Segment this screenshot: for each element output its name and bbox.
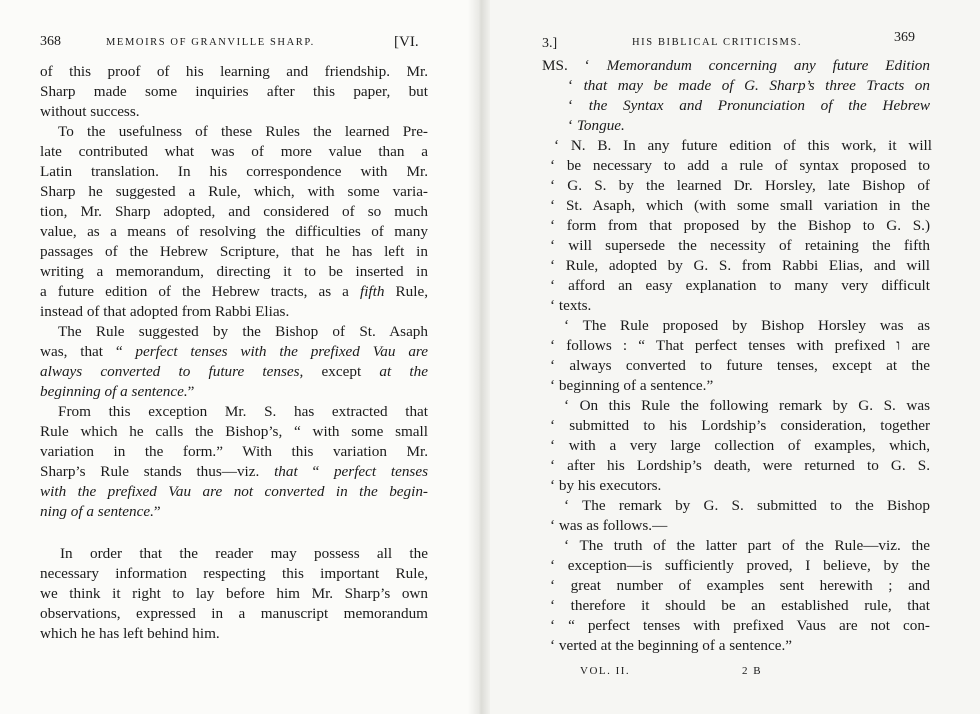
right-text-line: ‘ Tongue. [568, 117, 625, 134]
right-running-title: HIS BIBLICAL CRITICISMS. [632, 37, 803, 48]
left-running-title: MEMOIRS OF GRANVILLE SHARP. [106, 37, 315, 48]
right-text-line: ‘ St. Asaph, which (with some small variation in the [550, 197, 930, 214]
right-text-line: ‘ texts. [550, 297, 592, 314]
right-page-number: 369 [894, 30, 915, 45]
right-text-line: ‘ was as follows.— [550, 517, 668, 534]
right-text-line: ‘ great number of examples sent herewith ; and [550, 577, 930, 594]
right-text-line: ‘ therefore it should be an established rule, that [550, 597, 930, 614]
right-text-line: MS. ‘ Memorandum concerning any future Edition [542, 57, 930, 74]
left-text-line: always converted to future tenses, except at the [40, 363, 428, 380]
left-text-line: beginning of a sentence.” [40, 383, 195, 400]
left-text-line: observations, expressed in a manuscript memorandum [40, 605, 428, 622]
left-text-line: without success. [40, 103, 140, 120]
left-page-number: 368 [40, 34, 61, 49]
left-text-line: variation in the form.” With this variation Mr. [40, 443, 428, 460]
left-text-line: Latin translation. In his correspondence with Mr. [40, 163, 428, 180]
left-chapter-number: [VI. [394, 34, 419, 50]
left-text-line: with the prefixed Vau are not converted in the begin- [40, 483, 428, 500]
right-text-line: ‘ submitted to his Lordship’s consideration, together [550, 417, 930, 434]
right-text-line: ‘ by his executors. [550, 477, 662, 494]
left-text-line: value, as a means of resolving the difficulties of many [40, 223, 428, 240]
right-text-line: ‘ be necessary to add a rule of syntax proposed to [550, 157, 930, 174]
left-text-line: necessary information respecting this important Rule, [40, 565, 428, 582]
right-text-line: ‘ follows : “ That perfect tenses with prefixed ו are [550, 337, 930, 354]
left-text-line: writing a memorandum, directing it to be inserted in [40, 263, 428, 280]
right-text-line: ‘ that may be made of G. Sharp’s three Tracts on [568, 77, 930, 94]
right-text-line: ‘ exception—is sufficiently proved, I believe, by the [550, 557, 930, 574]
right-text-line: ‘ form from that proposed by the Bishop to G. S.) [550, 217, 930, 234]
left-text-line: ning of a sentence.” [40, 503, 161, 520]
left-page [0, 0, 470, 714]
left-text-line: tion, Mr. Sharp adopted, and considered of so much [40, 203, 428, 220]
footer-volume: VOL. II. [580, 665, 631, 677]
right-text-line: ‘ verted at the beginning of a sentence.” [550, 637, 793, 654]
left-text-line: we think it right to lay before him Mr. Sharp’s own [40, 585, 428, 602]
left-text-line: In order that the reader may possess all the [60, 545, 428, 562]
left-text-line: Sharp’s Rule stands thus—viz. that “ perfect tenses [40, 463, 428, 480]
left-text-line: To the usefulness of these Rules the learned Pre- [58, 123, 428, 140]
left-text-line: was, that “ perfect tenses with the prefixed Vau are [40, 343, 428, 360]
left-text-line: late contributed what was of more value than a [40, 143, 428, 160]
right-text-line: ‘ “ perfect tenses with prefixed Vaus are not con- [550, 617, 930, 634]
left-text-line: The Rule suggested by the Bishop of St. Asaph [58, 323, 428, 340]
right-text-line: ‘ G. S. by the learned Dr. Horsley, late Bishop of [550, 177, 930, 194]
book-gutter [468, 0, 492, 714]
right-text-line: ‘ after his Lordship’s death, were returned to G. S. [550, 457, 930, 474]
right-text-line: ‘ Rule, adopted by G. S. from Rabbi Elias, and will [550, 257, 930, 274]
left-text-line: From this exception Mr. S. has extracted that [58, 403, 428, 420]
right-page [490, 0, 980, 714]
left-text-line: a future edition of the Hebrew tracts, as a fifth Rule, [40, 283, 428, 300]
right-text-line: ‘ On this Rule the following remark by G. S. was [564, 397, 930, 414]
right-text-line: ‘ afford an easy explanation to many very difficult [550, 277, 930, 294]
right-text-line: ‘ beginning of a sentence.” [550, 377, 714, 394]
left-text-line: instead of that adopted from Rabbi Elias. [40, 303, 290, 320]
right-text-line: ‘ will supersede the necessity of retaining the fifth [550, 237, 930, 254]
right-chapter-number: 3.] [542, 36, 558, 51]
left-text-line: which he has left behind him. [40, 625, 220, 642]
left-text-line: of this proof of his learning and friendship. Mr. [40, 63, 428, 80]
right-text-line: ‘ The truth of the latter part of the Rule—viz. the [564, 537, 930, 554]
right-text-line: ‘ with a very large collection of examples, which, [550, 437, 930, 454]
right-text-line: ‘ The remark by G. S. submitted to the Bishop [564, 497, 930, 514]
left-text-line: passages of the Hebrew Scripture, that he has left in [40, 243, 428, 260]
right-text-line: ‘ The Rule proposed by Bishop Horsley was as [564, 317, 930, 334]
left-text-line: Sharp he suggested a Rule, which, with some varia- [40, 183, 428, 200]
right-text-line: ‘ always converted to future tenses, except at the [550, 357, 930, 374]
left-text-line: Sharp made some inquiries after this paper, but [40, 83, 428, 100]
right-text-line: ‘ N. B. In any future edition of this work, it will [554, 137, 932, 154]
left-text-line: Rule which he calls the Bishop’s, “ with some small [40, 423, 428, 440]
footer-signature: 2 B [742, 665, 763, 677]
right-text-line: ‘ the Syntax and Pronunciation of the Hebrew [568, 97, 930, 114]
